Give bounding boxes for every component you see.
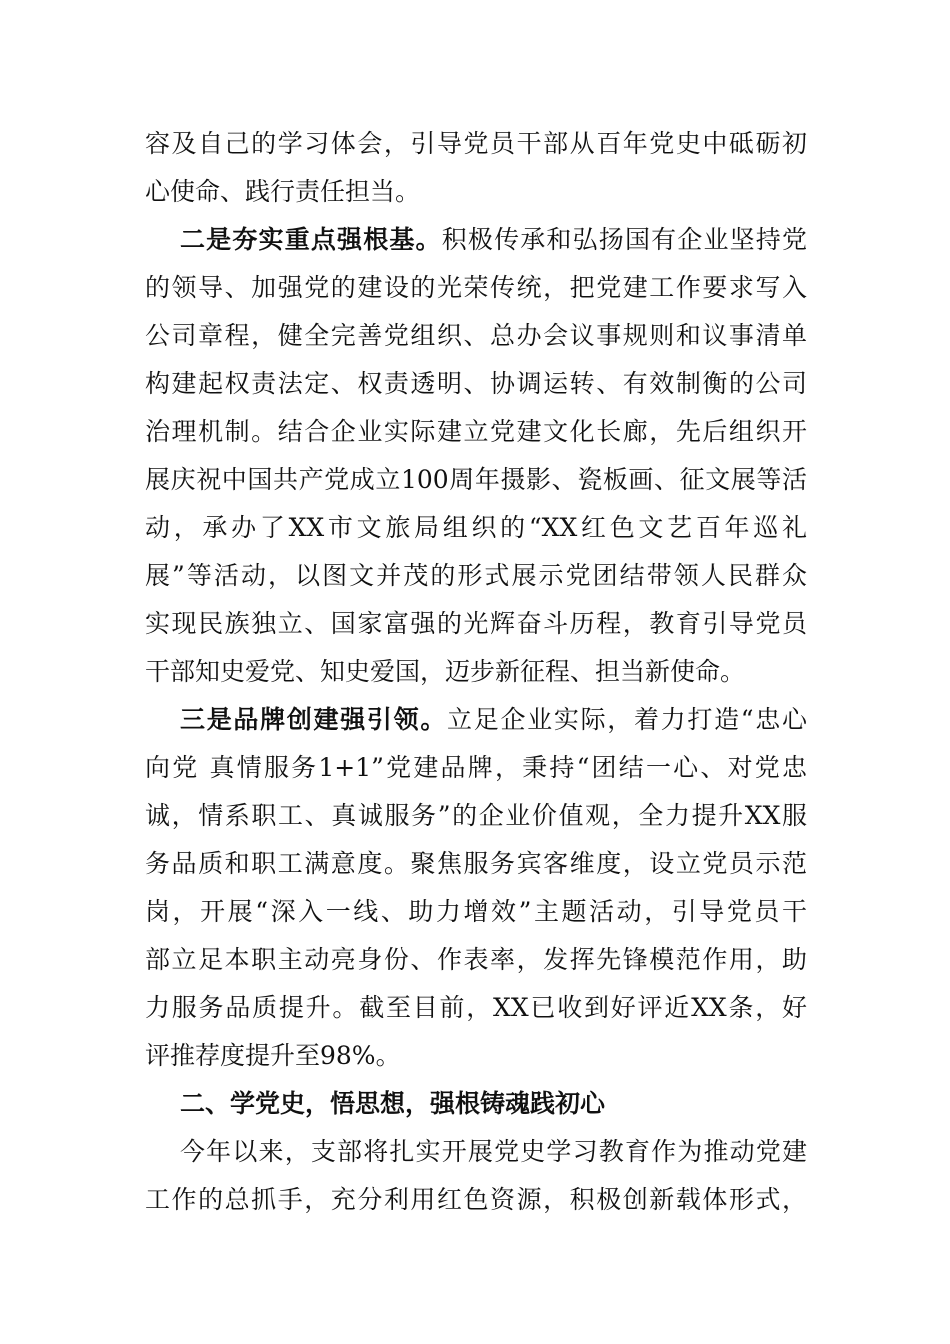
body-text-line: 岗，开展“深入一线、助力增效”主题活动，引导党员干 [145,897,807,926]
body-text-line: 构建起权责法定、权责透明、协调运转、有效制衡的公司 [145,369,807,398]
body-text-line: 力服务品质提升。截至目前，XX已收到好评近XX条，好 [145,993,807,1022]
body-text-line: 治理机制。结合企业实际建立党建文化长廊，先后组织开 [145,417,807,446]
paragraph-lead-bold: 二是夯实重点强根基。 [180,225,442,254]
body-text-line: 展庆祝中国共产党成立100周年摄影、瓷板画、征文展等活 [145,465,807,494]
body-text-line: 务品质和职工满意度。聚焦服务宾客维度，设立党员示范 [145,849,807,878]
body-text-line: 向党 真情服务1+1”党建品牌，秉持“团结一心、对党忠 [145,753,807,782]
body-text-line: 的领导、加强党的建设的光荣传统，把党建工作要求写入 [145,273,807,302]
body-text-line: 心使命、践行责任担当。 [145,177,421,206]
paragraph-text: 立足企业实际，着力打造“忠心 [447,705,807,734]
body-text-line: 工作的总抓手，充分利用红色资源，积极创新载体形式， [145,1185,807,1214]
body-text-line: 评推荐度提升至98%。 [145,1041,401,1070]
paragraph-line [180,220,807,260]
paragraph-line [180,700,807,740]
body-text-line: 实现民族独立、国家富强的光辉奋斗历程，教育引导党员 [145,609,807,638]
section-heading: 二、学党史，悟思想，强根铸魂践初心 [180,1089,606,1118]
body-text-line: 动，承办了XX市文旅局组织的“XX红色文艺百年巡礼 [145,513,807,542]
paragraph-line: 今年以来，支部将扎实开展党史学习教育作为推动党建 [180,1137,807,1166]
body-text-line: 诚，情系职工、真诚服务”的企业价值观，全力提升XX服 [145,801,807,830]
paragraph-text: 积极传承和弘扬国有企业坚持党 [441,225,807,254]
body-text-line: 展”等活动，以图文并茂的形式展示党团结带领人民群众 [145,561,807,590]
body-text-line: 容及自己的学习体会，引导党员干部从百年党史中砥砺初 [145,129,807,158]
body-text-line: 公司章程，健全完善党组织、总办会议事规则和议事清单 [145,321,807,350]
body-text-line: 干部知史爱党、知史爱国，迈步新征程、担当新使命。 [145,657,746,686]
body-text-line: 部立足本职主动亮身份、作表率，发挥先锋模范作用，助 [145,945,807,974]
paragraph-lead-bold: 三是品牌创建强引领。 [180,705,448,734]
